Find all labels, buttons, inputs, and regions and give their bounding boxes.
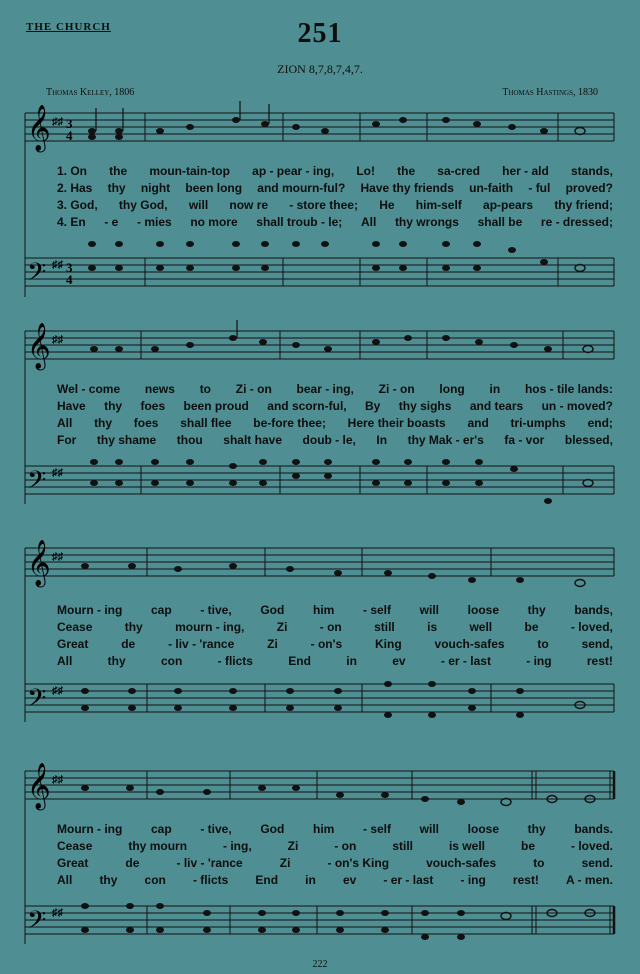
svg-text:♯♯: ♯♯ (52, 551, 63, 563)
svg-text:𝄢: 𝄢 (27, 684, 47, 719)
svg-text:♯♯: ♯♯ (52, 907, 63, 919)
tune-name: ZION (277, 62, 306, 76)
lyric-verse-1-line-2: Wel - come news to Zi - on bear - ing, Zi - on long in hos - tile lands: (57, 382, 613, 396)
hymn-number: 251 (297, 18, 343, 49)
svg-text:𝄢: 𝄢 (27, 258, 47, 293)
lyric-verse-3-line-3: Great de - liv - 'rance Zi - on's King vouch-safes to send, (57, 637, 613, 651)
lyric-verse-3-line-2: All thy foes shall flee be-fore thee; Here their boasts and tri-umphs end; (57, 416, 613, 430)
svg-text:4: 4 (66, 272, 73, 287)
running-header: THE CHURCH (26, 21, 111, 33)
svg-text:♯♯: ♯♯ (52, 334, 63, 346)
lyric-verse-4-line-3: All thy con - flicts End in ev - er - last - ing rest! (57, 654, 613, 668)
lyric-verse-1-line-1: 1. On the moun-tain-top ap - pear - ing, Lo! the sa-cred her - ald stands, (57, 164, 613, 178)
lyric-verse-2-line-2: Have thy foes been proud and scorn-ful, By thy sighs and tears un - moved? (57, 399, 613, 413)
lyric-verse-3-line-4: Great de - liv - 'rance Zi - on's King vouch-safes to send. (57, 856, 613, 870)
lyric-verse-2-line-1: 2. Has thy night been long and mourn-ful? Have thy friends un-faith - ful proved? (57, 181, 613, 195)
lyric-verse-4-line-4: All thy con - flicts End in ev - er - last - ing rest! A - men. (57, 873, 613, 887)
svg-text:♯♯: ♯♯ (52, 685, 63, 697)
music-credit: Thomas Hastings, 1830 (502, 87, 598, 98)
svg-text:3: 3 (66, 116, 73, 131)
svg-text:♯♯: ♯♯ (52, 467, 63, 479)
svg-text:𝄢: 𝄢 (27, 906, 47, 941)
lyric-verse-3-line-1: 3. God, thy God, will now re - store thee; He him-self ap-pears thy friend; (57, 198, 613, 212)
svg-text:3: 3 (66, 260, 73, 275)
svg-text:♯♯: ♯♯ (52, 259, 63, 271)
svg-text:♯♯: ♯♯ (52, 774, 63, 786)
tune-meter: 8,7,8,7,4,7. (308, 62, 363, 76)
svg-text:𝄞: 𝄞 (27, 105, 51, 151)
svg-text:𝄞: 𝄞 (27, 763, 51, 809)
words-credit: Thomas Kelley, 1806 (46, 87, 135, 98)
svg-text:𝄞: 𝄞 (27, 540, 51, 586)
lyric-verse-2-line-4: Cease thy mourn - ing, Zi - on still is well be - loved. (57, 839, 613, 853)
lyric-verse-1-line-3: Mourn - ing cap - tive, God him - self will loose thy bands, (57, 603, 613, 617)
svg-text:𝄢: 𝄢 (27, 466, 47, 501)
svg-text:4: 4 (66, 128, 73, 143)
page-number: 222 (312, 959, 328, 970)
lyric-verse-2-line-3: Cease thy mourn - ing, Zi - on still is well be - loved, (57, 620, 613, 634)
lyric-verse-4-line-2: For thy shame thou shalt have doub - le, In thy Mak - er's fa - vor blessed, (57, 433, 613, 447)
lyric-verse-4-line-1: 4. En - e - mies no more shall troub - le; All thy wrongs shall be re - dressed; (57, 215, 613, 229)
svg-text:♯♯: ♯♯ (52, 116, 63, 128)
svg-text:𝄞: 𝄞 (27, 323, 51, 369)
lyric-verse-1-line-4: Mourn - ing cap - tive, God him - self will loose thy bands. (57, 822, 613, 836)
